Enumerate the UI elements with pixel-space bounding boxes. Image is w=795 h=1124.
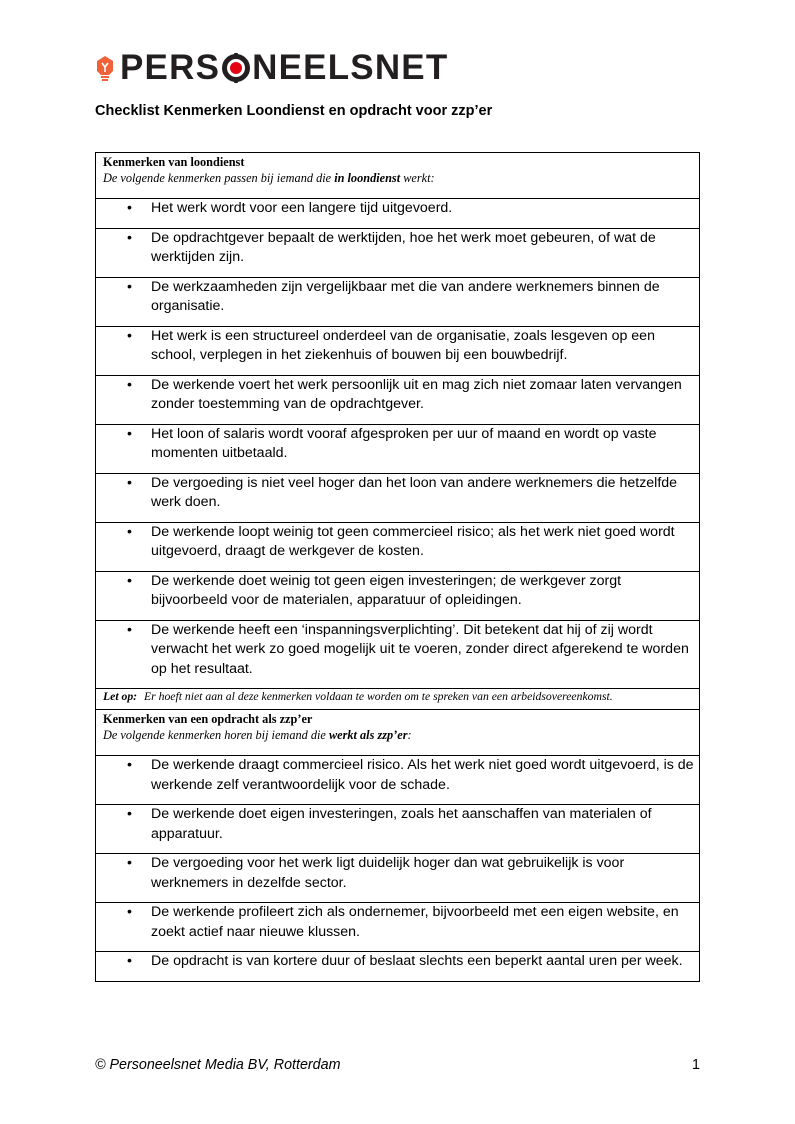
- checklist-item-cell: [96, 854, 700, 903]
- subtitle-text-end: werkt:: [400, 171, 435, 185]
- personeelsnet-logo: [95, 50, 448, 86]
- checklist-item-row: [96, 375, 700, 424]
- checklist-item-cell: [96, 228, 700, 277]
- checklist-item-cell: [96, 620, 700, 689]
- bullet-icon: •: [127, 904, 132, 920]
- bullet-icon: •: [127, 523, 132, 540]
- checklist-item-row: [96, 277, 700, 326]
- checklist-item-row: [96, 473, 700, 522]
- section-subtitle: [103, 727, 692, 743]
- checklist-item-text: De vergoeding is niet veel hoger dan het loon van andere werknemers die hetzelfde werk doen.: [151, 474, 678, 510]
- checklist-item-text: Het loon of salaris wordt vooraf afgesproken per uur of maand en wordt op vaste momenten uitbetaald.: [151, 425, 657, 461]
- bullet-icon: •: [127, 229, 132, 246]
- subtitle-text-end: :: [407, 728, 412, 742]
- section1-header-row: [96, 153, 700, 199]
- subtitle-text: De volgende kenmerken horen bij iemand die: [103, 728, 329, 742]
- checklist-item-row: [96, 756, 700, 805]
- bullet-icon: •: [127, 572, 132, 589]
- checklist-table: [95, 152, 700, 982]
- subtitle-emphasis: in loondienst: [334, 171, 401, 185]
- target-circle-icon: [221, 53, 251, 83]
- checklist-item-cell: [96, 424, 700, 473]
- checklist-item-row: [96, 228, 700, 277]
- checklist-item-cell: [96, 805, 700, 854]
- checklist-item-text: De werkzaamheden zijn vergelijkbaar met die van andere werknemers binnen de organisatie.: [151, 278, 660, 314]
- subtitle-emphasis: werkt als zzp’er: [328, 728, 408, 742]
- checklist-item-cell: [96, 571, 700, 620]
- checklist-item-row: [96, 199, 700, 229]
- section-title: Kenmerken van een opdracht als zzp’er: [103, 712, 313, 726]
- checklist-item-row: [96, 424, 700, 473]
- lightbulb-icon: [95, 55, 115, 81]
- bullet-icon: •: [127, 200, 132, 216]
- footer-copyright: © Personeelsnet Media BV, Rotterdam: [95, 1057, 341, 1073]
- checklist-item-text: De werkende profileert zich als ondernemer, bijvoorbeeld met een eigen website, en zoekt actief naar nieuwe klussen.: [151, 904, 679, 940]
- bullet-icon: •: [127, 474, 132, 491]
- section-subtitle: [103, 170, 692, 186]
- checklist-item-cell: [96, 199, 700, 229]
- section2-header-row: [96, 710, 700, 756]
- bullet-icon: •: [127, 376, 132, 393]
- bullet-icon: •: [127, 806, 132, 822]
- checklist-item-text: De werkende voert het werk persoonlijk uit en mag zich niet zomaar laten vervangen zonder toestemming van de opdrachtgever.: [151, 376, 682, 412]
- logo-text-part1: PERS: [120, 48, 221, 87]
- checklist-item-text: De werkende doet eigen investeringen, zoals het aanschaffen van materialen of apparatuur.: [151, 806, 652, 842]
- checklist-item-text: De vergoeding voor het werk ligt duidelijk hoger dan wat gebruikelijk is voor werknemers in dezelfde sector.: [151, 855, 625, 891]
- checklist-item-row: [96, 952, 700, 982]
- checklist-item-row: [96, 571, 700, 620]
- bullet-icon: •: [127, 953, 132, 969]
- checklist-item-text: De werkende doet weinig tot geen eigen investeringen; de werkgever zorgt bijvoorbeeld voor de materialen, apparatuur of opleidingen.: [151, 572, 622, 608]
- bullet-icon: •: [127, 327, 132, 344]
- checklist-item-text: De werkende heeft een ‘inspanningsverplichting’. Dit betekent dat hij of zij wordt verwacht het werk zo goed mogelijk uit te voeren, zonder direct afgerekend te worden op het resultaat.: [151, 621, 689, 677]
- checklist-item-row: [96, 326, 700, 375]
- bullet-icon: •: [127, 855, 132, 871]
- checklist-item-row: [96, 854, 700, 903]
- checklist-item-text: De opdracht is van kortere duur of beslaat slechts een beperkt aantal uren per week.: [151, 953, 683, 969]
- checklist-item-cell: [96, 522, 700, 571]
- bullet-icon: •: [127, 425, 132, 442]
- bullet-icon: •: [127, 278, 132, 295]
- checklist-item-text: De opdrachtgever bepaalt de werktijden, hoe het werk moet gebeuren, of wat de werktijden zijn.: [151, 229, 656, 265]
- checklist-item-text: De werkende loopt weinig tot geen commercieel risico; als het werk niet goed wordt uitgevoerd, draagt de werkgever de kosten.: [151, 523, 675, 559]
- section-title: Kenmerken van loondienst: [103, 155, 245, 169]
- checklist-item-cell: [96, 756, 700, 805]
- checklist-item-cell: [96, 375, 700, 424]
- section-header-cell: [96, 710, 700, 756]
- bullet-icon: •: [127, 757, 132, 773]
- checklist-item-row: [96, 522, 700, 571]
- checklist-item-cell: [96, 473, 700, 522]
- checklist-item-row: [96, 903, 700, 952]
- checklist-item-row: [96, 620, 700, 689]
- note-label: Let op:: [103, 690, 138, 703]
- checklist-item-cell: [96, 903, 700, 952]
- bullet-icon: •: [127, 621, 132, 638]
- logo-text-part2: NEELSNET: [252, 48, 449, 87]
- checklist-item-cell: [96, 277, 700, 326]
- document-title: Checklist Kenmerken Loondienst en opdracht voor zzp’er: [95, 103, 493, 119]
- checklist-item-text: De werkende draagt commercieel risico. Als het werk niet goed wordt uitgevoerd, is de werkende zelf verantwoordelijk voor de schade.: [151, 757, 694, 793]
- note-cell: [96, 689, 700, 710]
- note-row: [96, 689, 700, 710]
- subtitle-text: De volgende kenmerken passen bij iemand die: [103, 171, 335, 185]
- checklist-item-text: Het werk wordt voor een langere tijd uitgevoerd.: [151, 200, 453, 216]
- note-text: Er hoeft niet aan al deze kenmerken voldaan te worden om te spreken van een arbeidsovereenkomst.: [144, 690, 613, 703]
- page-number: 1: [692, 1057, 700, 1073]
- checklist-item-row: [96, 805, 700, 854]
- checklist-item-text: Het werk is een structureel onderdeel van de organisatie, zoals lesgeven op een school, verplegen in het ziekenhuis of bouwen bij een bouwbedrijf.: [151, 327, 655, 363]
- checklist-item-cell: [96, 952, 700, 982]
- section-header-cell: [96, 153, 700, 199]
- checklist-item-cell: [96, 326, 700, 375]
